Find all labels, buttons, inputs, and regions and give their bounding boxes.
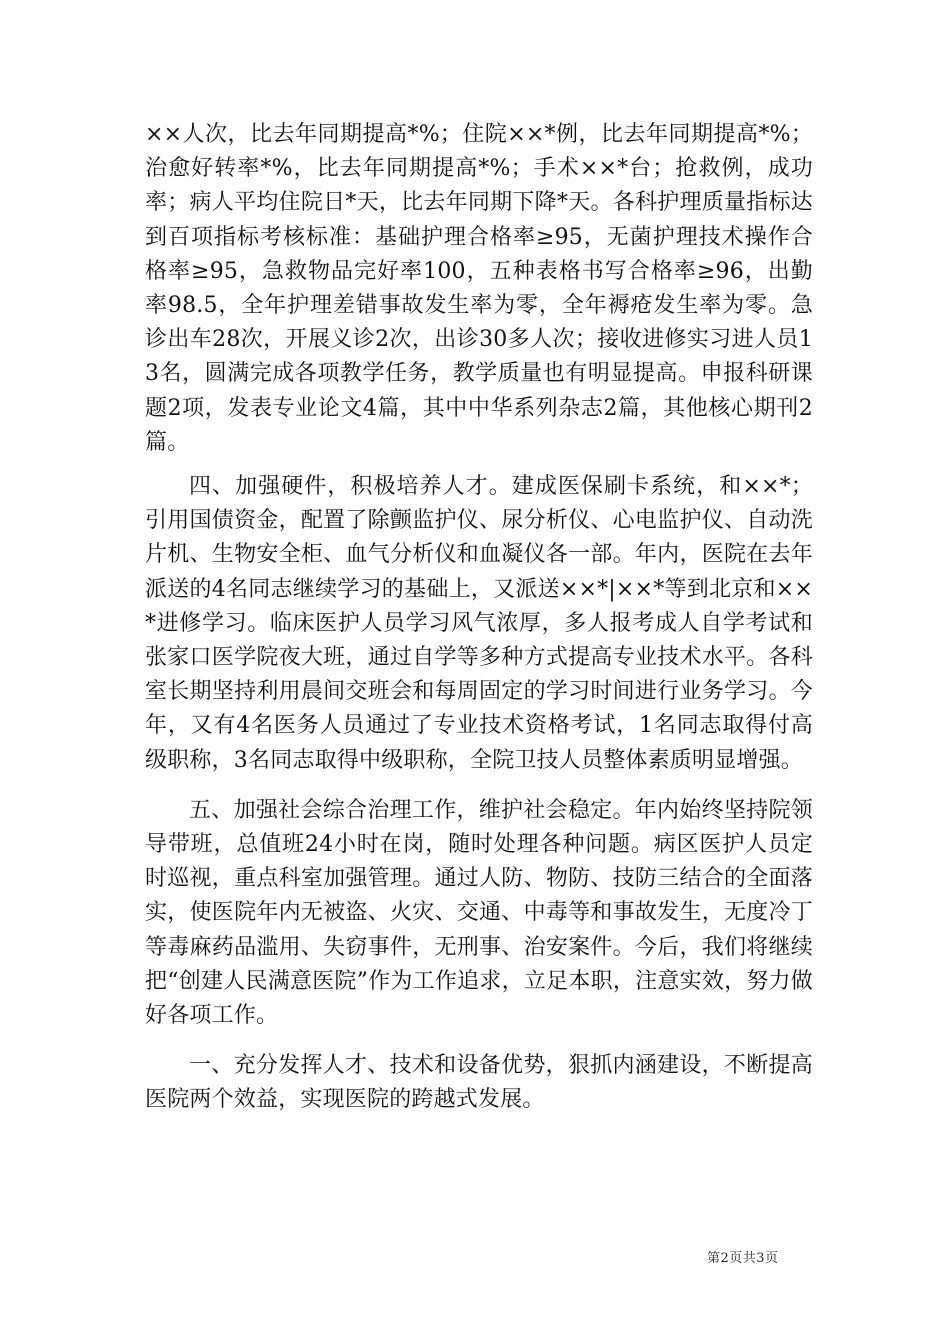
document-body [145, 118, 813, 1118]
paragraph-gap [145, 778, 813, 794]
paragraph-section-four: 四、加强硬件，积极培养人才。建成医保刷卡系统，和××*；引用国债资金，配置了除颤监护仪、尿分析仪、心电监护仪、自动洗片机、生物安全柜、血气分析仪和血凝仪各一部。年内，医院在去年派送的4名同志继续学习的基础上，又派送××*|××*等到北京和××*进修学习。临床医护人员学习风气浓厚，多人报考成人自学考试和张家口医学院夜大班，通过自学等多种方式提高专业技术水平。各科室长期坚持利用晨间交班会和每周固定的学习时间进行业务学习。今年，又有4名医务人员通过了专业技术资格考试，1名同志取得付高级职称，3名同志取得中级职称，全院卫技人员整体素质明显增强。 [145, 474, 813, 773]
paragraph-gap [145, 1033, 813, 1049]
page-number-footer: 第2页共3页 [707, 1251, 779, 1266]
paragraph-section-one: 一、充分发挥人才、技术和设备优势，狠抓内涵建设，不断提高医院两个效益，实现医院的跨越式发展。 [145, 1053, 813, 1113]
paragraph-continued-statistics: ××人次，比去年同期提高*%；住院××*例，比去年同期提高*%；治愈好转率*%，比去年同期提高*%；手术××*台；抢救例，成功率；病人平均住院日*天，比去年同期下降*天。各科护理质量指标达到百项指标考核标准：基础护理合格率≥95，无菌护理技术操作合格率≥95，急救物品完好率100，五种表格书写合格率≥96，出勤率98.5，全年护理差错事故发生率为零，全年褥疮发生率为零。急诊出车28次，开展义诊2次，出诊30多人次；接收进修实习进人员13名，圆满完成各项教学任务，教学质量也有明显提高。申报科研课题2项，发表专业论文4篇，其中中华系列杂志2篇，其他核心期刊2篇。 [145, 122, 813, 455]
paragraph-section-five: 五、加强社会综合治理工作，维护社会稳定。年内始终坚持院领导带班，总值班24小时在岗，随时处理各种问题。病区医护人员定时巡视，重点科室加强管理。通过人防、物防、技防三结合的全面落实，使医院年内无被盗、火灾、交通、中毒等和事故发生，无度冷丁等毒麻药品滥用、失窃事件，无刑事、治安案件。今后，我们将继续把“创建人民满意医院”作为工作追求，立足本职，注意实效，努力做好各项工作。 [145, 797, 813, 1029]
paragraph-gap [145, 460, 813, 470]
